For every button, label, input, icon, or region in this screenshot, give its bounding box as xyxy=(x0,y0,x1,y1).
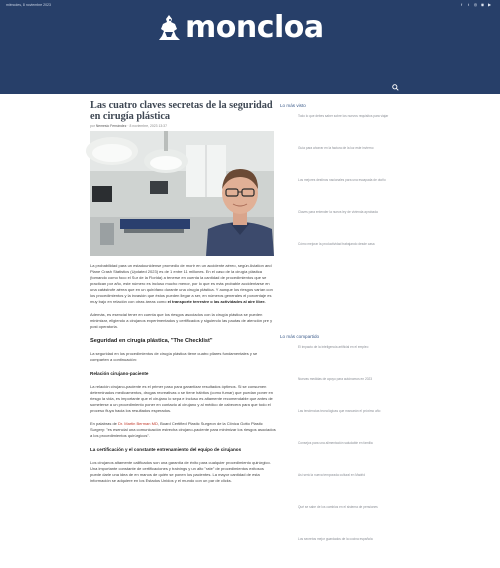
facebook-icon[interactable]: f xyxy=(460,2,463,7)
list-item[interactable] xyxy=(280,177,398,202)
list-item-title[interactable]: El impacto de la inteligencia artificial en el empleo xyxy=(298,345,369,349)
thumbnail-image[interactable] xyxy=(280,177,294,191)
sidebar-most-shared xyxy=(280,334,398,568)
article xyxy=(90,100,276,484)
thumbnail-image[interactable] xyxy=(280,241,294,255)
most-shared-list xyxy=(280,344,398,561)
rss-icon[interactable]: ◉ xyxy=(480,2,485,7)
thumbnail-image[interactable] xyxy=(280,440,294,454)
doctor-link[interactable]: Dr. Martin Berman MD xyxy=(118,421,158,426)
list-item-title[interactable]: Qué se sabe de los cambios en el sistema de pensiones xyxy=(298,505,378,509)
sidebar-most-viewed xyxy=(280,103,398,273)
sidebar-heading-most-viewed: Lo más visto xyxy=(280,103,306,108)
list-item-title[interactable]: Los secretos mejor guardados de la cocina española xyxy=(298,537,373,541)
list-item[interactable] xyxy=(280,241,398,266)
article-date: 8 noviembre, 2023 13:37 xyxy=(129,124,167,128)
list-item[interactable] xyxy=(280,408,398,433)
article-title: Las cuatro claves secretas de la seguridad en cirugía plástica xyxy=(90,100,273,122)
list-item[interactable] xyxy=(280,113,398,138)
subheading-certificacion: La certificación y el constante entrenamiento del equipo de cirujanos xyxy=(90,447,242,452)
subheading-relacion: Relación cirujano-paciente xyxy=(90,371,149,376)
article-photo xyxy=(90,131,274,256)
most-viewed-list xyxy=(280,113,398,266)
byline-sep: · xyxy=(127,124,129,128)
thumbnail-image[interactable] xyxy=(280,376,294,390)
site-logo[interactable] xyxy=(156,10,324,45)
list-item-title[interactable]: Así será la nueva temporada cultural en Madrid xyxy=(298,473,365,477)
paragraph-5: En palabras de Dr. Martin Berman MD, Board Certified Plastic Surgeon de la Clínica Gotto Plastic Surgery: "es esencial una comunicación estrecha cirujano-paciente para minimizar los riesgos asociados a los procedimientos quirúrgicos". xyxy=(90,421,276,438)
paragraph-2: Además, es esencial tener en cuenta que los riesgos asociados con la cirugía plástica se pueden minimizar, eligiendo a cirujanos experimentados y certificados y siguiendo las pautas de atención pre y post operatoria. xyxy=(90,312,273,329)
paragraph-intro: La probabilidad para un estadounidense promedio de morir en un accidente aéreo, según Aviation and Plane Crash Statistics (Updated 2023) es de 1 entre 11 millones. En el caso de la cirugía plástica (tomando como foco el Sur de la Florida) a tenerse en cuenta la cantidad de procedimientos que se practican por año, este número es incluso mucho menor, por lo que es más probable accidentarse en una catástrofe aérea que en un quirófano durante una cirugía plástica. Y aunque los riesgos varían con los procedimientos y la invasión que éstos pueden llegar a ser, en números generales el porcentaje es muy bajo en relación con otras áreas como el transporte terrestre o las actividades al aire libre. xyxy=(90,263,273,304)
list-item[interactable] xyxy=(280,440,398,465)
list-item-title[interactable]: Cómo mejorar la productividad trabajando desde casa xyxy=(298,242,375,246)
list-item-title[interactable]: Nuevas medidas de apoyo para autónomos en 2023 xyxy=(298,377,373,381)
byline-prefix: por xyxy=(90,124,95,128)
search-icon[interactable] xyxy=(392,84,399,91)
paragraph-4: La relación cirujano-paciente es el primer paso para garantizar resultados óptimos. Si se consumen determinados medicamentos, drogas recreativas o se tiene hábitos (como fumar) que puedan poner en riesgo la vida, es importante que el cirujano lo sepa e incluso es altamente recomendable que antes de someterse a un procedimiento poner en contacto al cirujano y al médico de cabecera para que todo el proceso fluya hacia los resultados esperados. xyxy=(90,384,273,413)
thumbnail-image[interactable] xyxy=(280,408,294,422)
list-item[interactable] xyxy=(280,145,398,170)
paragraph-6: Los cirujanos altamente calificados son una garantía de éxito para cualquier procedimiento quirúrgico. Una importante constante de certificaciones y trainings y un alto "rate" de procedimientos exitosos puede darle una idea de en manos de quién se ponen los pacientes. La mayor cantidad de esta información se adquiere en los Estados Unidos y el mundo con un par de clicks. xyxy=(90,460,271,483)
list-item[interactable] xyxy=(280,504,398,529)
list-item-title[interactable]: Todo lo que debes saber sobre los nuevos requisitos para viajar xyxy=(298,114,389,118)
thumbnail-image[interactable] xyxy=(280,504,294,518)
sidebar-heading-most-shared: Lo más compartido xyxy=(280,334,320,339)
twitter-icon[interactable]: t xyxy=(467,2,470,7)
list-item-title[interactable]: Guía para ahorrar en la factura de la luz este invierno xyxy=(298,146,374,150)
lion-logo-icon xyxy=(156,13,182,43)
social-links xyxy=(459,2,492,7)
list-item-title[interactable]: Claves para entender la nueva ley de vivienda aprobada xyxy=(298,210,378,214)
thumbnail-image[interactable] xyxy=(280,536,294,550)
site-header xyxy=(0,0,500,94)
thumbnail-image[interactable] xyxy=(280,344,294,358)
paragraph-3: La seguridad en los procedimientos de cirugía plástica tiene cuatro pilares fundamentales y se comparten a continuación: xyxy=(90,351,258,362)
thumbnail-image[interactable] xyxy=(280,472,294,486)
list-item[interactable] xyxy=(280,472,398,497)
list-item-title[interactable]: Los mejores destinos nacionales para una escapada de otoño xyxy=(298,178,386,182)
current-date: miércoles, 8 noviembre 2023 xyxy=(6,3,51,7)
instagram-icon[interactable]: ◎ xyxy=(473,2,478,7)
thumbnail-image[interactable] xyxy=(280,113,294,127)
logo-text: moncloa xyxy=(185,10,324,45)
list-item-title[interactable]: Las tendencias tecnológicas que marcarán el próximo año xyxy=(298,409,381,413)
list-item[interactable] xyxy=(280,536,398,561)
list-item-title[interactable]: Consejos para una alimentación saludable en familia xyxy=(298,441,373,445)
paragraph-intro-bold: el transporte terrestre o las actividades al aire libre. xyxy=(167,299,266,304)
list-item[interactable] xyxy=(280,344,398,369)
list-item[interactable] xyxy=(280,376,398,401)
thumbnail-image[interactable] xyxy=(280,209,294,223)
article-byline xyxy=(90,124,276,128)
youtube-icon[interactable]: ▶ xyxy=(487,2,492,7)
list-item[interactable] xyxy=(280,209,398,234)
thumbnail-image[interactable] xyxy=(280,145,294,159)
author-link[interactable]: Nemesio Fernández xyxy=(95,124,127,128)
section-heading-checklist: Seguridad en cirugía plástica, "The Checklist" xyxy=(90,338,213,344)
surgeon-operating-room-image xyxy=(90,131,274,256)
